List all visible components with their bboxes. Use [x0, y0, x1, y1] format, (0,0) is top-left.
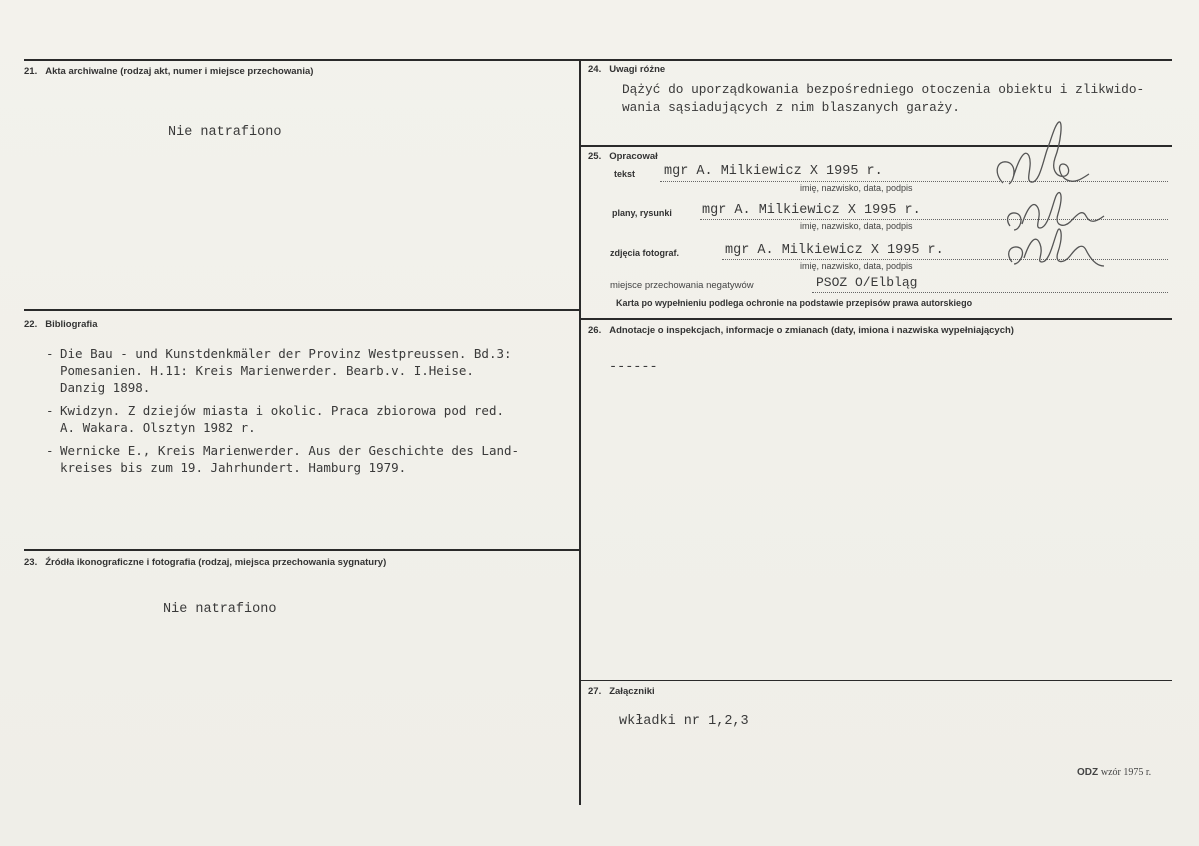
section-24-line-2: wania sąsiadujących z nim blaszanych garaży.: [622, 100, 960, 115]
section-23-number: 23.: [24, 557, 38, 568]
section-26-label: [588, 325, 1014, 336]
tekst-hint: imię, nazwisko, data, podpis: [800, 183, 913, 193]
negatives-dotted-line: [812, 292, 1168, 293]
signature-tekst: [985, 118, 1095, 188]
section-26-title: Adnotacje o inspekcjach, informacje o zmianach (daty, imiona i nazwiska wypełniających): [609, 325, 1014, 336]
plany-label: plany, rysunki: [612, 208, 672, 218]
rule-left-23: [24, 549, 580, 551]
bibliography-item: [46, 442, 566, 476]
bibliography-list: [46, 345, 566, 482]
section-22-label: [24, 319, 97, 330]
top-rule: [24, 59, 1172, 61]
negatives-label: miejsce przechowania negatywów: [610, 280, 754, 291]
bibliography-dash: -: [46, 346, 54, 361]
section-24-line-1: Dążyć do uporządkowania bezpośredniego otoczenia obiektu i zlikwido-: [622, 82, 1145, 97]
section-23-label: [24, 557, 386, 568]
plany-hint: imię, nazwisko, data, podpis: [800, 221, 913, 231]
zdjecia-hint: imię, nazwisko, data, podpis: [800, 261, 913, 271]
section-24-number: 24.: [588, 64, 602, 75]
signature-zdjecia: [998, 222, 1108, 272]
section-22-title: Bibliografia: [45, 319, 98, 330]
rule-left-22: [24, 309, 580, 311]
section-23-title: Źródła ikonograficzne i fotografia (rodzaj, miejsca przechowania sygnatury): [45, 557, 387, 568]
footer-brand: ODZ: [1077, 767, 1099, 778]
bibliography-dash: -: [46, 443, 54, 458]
section-27-value: wkładki nr 1,2,3: [619, 714, 749, 729]
rule-right-26: [580, 318, 1172, 320]
section-25-number: 25.: [588, 151, 602, 162]
section-21-label: [24, 66, 313, 77]
section-24-label: [588, 64, 665, 75]
bibliography-line: kreises bis zum 19. Jahrhundert. Hamburg 1979.: [60, 460, 407, 475]
section-26-value: ------: [609, 360, 658, 375]
bibliography-line: Danzig 1898.: [60, 380, 151, 395]
section-25-title: Opracował: [609, 151, 658, 162]
section-27-title: Załączniki: [609, 686, 655, 697]
section-21-title: Akta archiwalne (rodzaj akt, numer i miejsce przechowania): [45, 66, 314, 77]
copyright-note: Karta po wypełnieniu podlega ochronie na podstawie przepisów prawa autorskiego: [616, 298, 973, 308]
section-25-label: [588, 151, 658, 162]
section-21-number: 21.: [24, 66, 38, 77]
center-divider: [579, 60, 581, 805]
section-24-title: Uwagi różne: [609, 64, 666, 75]
zdjecia-value: mgr A. Milkiewicz X 1995 r.: [725, 243, 944, 258]
rule-right-27: [580, 680, 1172, 681]
section-21-value: Nie natrafiono: [168, 125, 282, 140]
footer-mark: [1077, 767, 1151, 778]
section-23-value: Nie natrafiono: [163, 602, 277, 617]
section-26-number: 26.: [588, 325, 602, 336]
section-27-label: [588, 686, 655, 697]
plany-value: mgr A. Milkiewicz X 1995 r.: [702, 203, 921, 218]
bibliography-line: Pomesanien. H.11: Kreis Marienwerder. Bearb.v. I.Heise.: [60, 363, 474, 378]
footer-text: wzór 1975 r.: [1100, 767, 1152, 778]
bibliography-item: [46, 402, 566, 436]
bibliography-line: Kwidzyn. Z dziejów miasta i okolic. Praca zbiorowa pod red.: [60, 403, 505, 418]
bibliography-line: A. Wakara. Olsztyn 1982 r.: [60, 420, 256, 435]
negatives-value: PSOZ O/Elbląg: [816, 275, 918, 290]
tekst-value: mgr A. Milkiewicz X 1995 r.: [664, 164, 883, 179]
tekst-label: tekst: [614, 169, 636, 179]
bibliography-line: Wernicke E., Kreis Marienwerder. Aus der Geschichte des Land-: [60, 443, 520, 458]
zdjecia-label: zdjęcia fotograf.: [610, 248, 680, 258]
bibliography-dash: -: [46, 403, 54, 418]
section-22-number: 22.: [24, 319, 38, 330]
bibliography-item: [46, 345, 566, 396]
section-27-number: 27.: [588, 686, 602, 697]
bibliography-line: Die Bau - und Kunstdenkmäler der Provinz Westpreussen. Bd.3:: [60, 346, 512, 361]
